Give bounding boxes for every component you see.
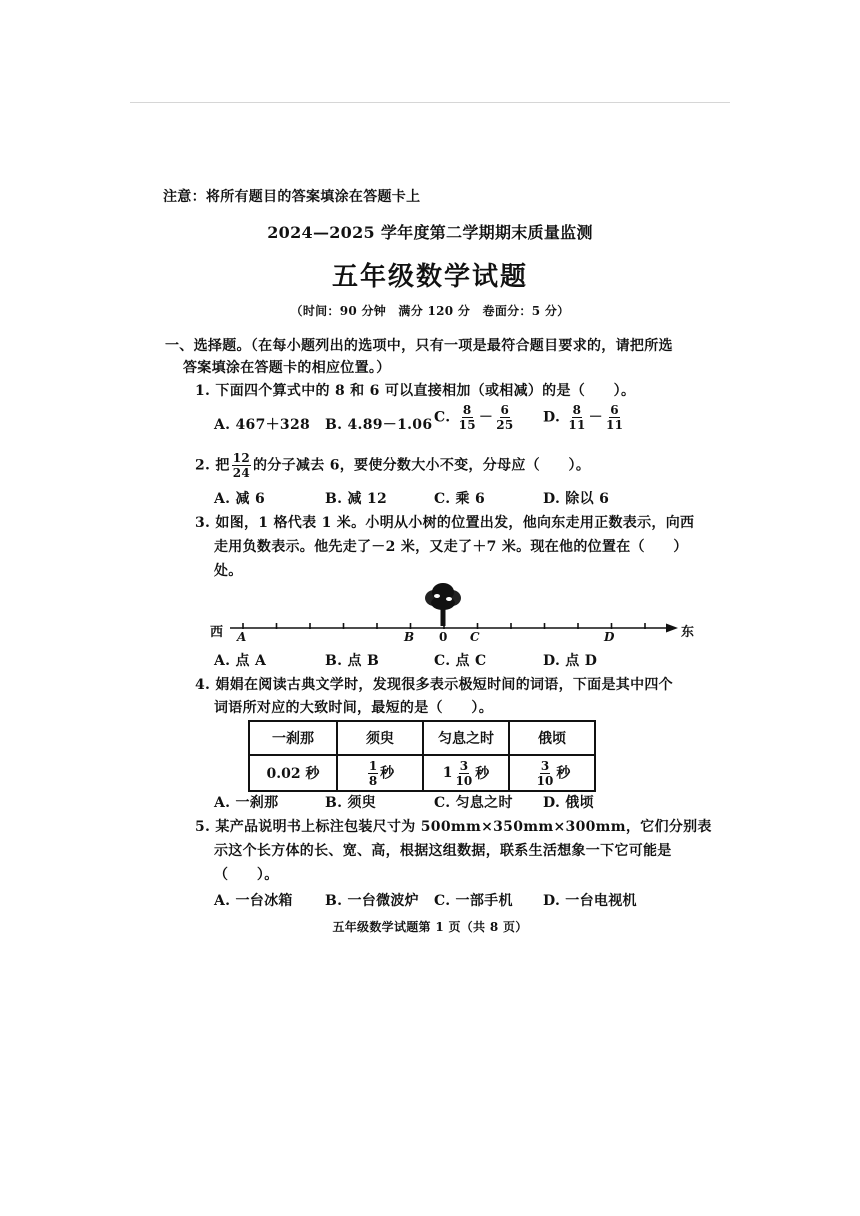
page-footer: 五年级数学试题第 1 页（共 8 页）: [332, 920, 528, 934]
q1-stem: 1. 下面四个算式中的 8 和 6 可以直接相加（或相减）的是（ ）。: [195, 383, 636, 399]
q1-option-d: D. $\frac{8}{11}$ － $\frac{6}{11}$: [543, 403, 624, 432]
q5-option-a: A. 一台冰箱: [214, 893, 293, 909]
q2-option-b: B. 减 12: [325, 491, 388, 507]
q1-option-c-label: C.: [434, 409, 451, 426]
q1-option-c: C. $\frac{8}{15}$ － $\frac{6}{25}$: [434, 403, 514, 432]
point-b-label: B: [404, 630, 415, 644]
east-arrow-icon: [666, 624, 678, 633]
q1-option-a: A. 467＋328: [214, 417, 311, 433]
q3-line3: 处。: [214, 563, 243, 579]
point-zero-label: 0: [439, 630, 448, 644]
q4-option-d: D. 俄顷: [543, 795, 594, 811]
q2-option-a: A. 减 6: [214, 491, 266, 507]
q3-option-d: D. 点 D: [543, 653, 598, 669]
point-a-label: A: [237, 630, 247, 644]
exam-meta: （时间：90 分钟 满分 120 分 卷面分：5 分）: [290, 304, 570, 318]
west-label: 西: [210, 625, 224, 640]
q1-c-fraction-1: $\frac{8}{15}$: [458, 403, 476, 432]
q5-line3: （ ）。: [214, 867, 279, 883]
q2-fraction: $\frac{12}{24}$: [232, 451, 251, 480]
table-cell: $\frac{3}{10}$ 秒: [509, 755, 595, 791]
q3-option-b: B. 点 B: [325, 653, 380, 669]
q4-line1: 4. 娟娟在阅读古典文学时，发现很多表示极短时间的词语，下面是其中四个: [195, 677, 673, 693]
time-words-table: [248, 720, 596, 792]
q1-option-d-label: D.: [543, 409, 561, 426]
q4-option-b: B. 须臾: [325, 795, 377, 811]
q5-option-c: C. 一部手机: [434, 893, 513, 909]
table-cell: 0.02 秒: [249, 755, 337, 791]
q4-option-a: A. 一刹那: [214, 795, 279, 811]
q1-d-fraction-2: $\frac{6}{11}$: [605, 403, 624, 432]
point-c-label: C: [470, 630, 480, 644]
q5-line1: 5. 某产品说明书上标注包装尺寸为 500mm×350mm×300mm，它们分别表: [195, 819, 712, 835]
q2-option-d: D. 除以 6: [543, 491, 610, 507]
q4-option-c: C. 匀息之时: [434, 795, 513, 811]
exam-subtitle: 2024—2025 学年度第二学期期末质量监测: [267, 223, 593, 242]
exam-title: 五年级数学试题: [331, 262, 528, 292]
q5-option-b: B. 一台微波炉: [325, 893, 419, 909]
table-cell: 1 $\frac{3}{10}$ 秒: [423, 755, 509, 791]
tree-icon: [425, 583, 461, 626]
point-d-label: D: [604, 630, 615, 644]
q1-option-b: B. 4.89－1.06: [325, 417, 433, 433]
q3-option-a: A. 点 A: [214, 653, 267, 669]
table-header-cell: 匀息之时: [423, 721, 509, 755]
table-cell: $\frac{1}{8}$ 秒: [337, 755, 423, 791]
q2-option-c: C. 乘 6: [434, 491, 486, 507]
notice-text: 注意：将所有题目的答案填涂在答题卡上: [163, 189, 421, 205]
q2-stem: 2. 把 $\frac{12}{24}$ 的分子减去 6，要使分数大小不变，分母应（ ）。: [195, 451, 591, 480]
table-header-cell: 须臾: [337, 721, 423, 755]
table-header-cell: 俄顷: [509, 721, 595, 755]
q3-line1: 3. 如图，1 格代表 1 米。小明从小树的位置出发，他向东走用正数表示，向西: [195, 515, 695, 531]
section-heading: 一、选择题。（在每小题列出的选项中，只有一项是最符合题目要求的，请把所选: [165, 338, 673, 354]
q3-line2: 走用负数表示。他先走了－2 米，又走了＋7 米。现在他的位置在（ ）: [214, 539, 688, 555]
q5-option-d: D. 一台电视机: [543, 893, 637, 909]
table-header-row: [249, 721, 595, 755]
q1-d-fraction-1: $\frac{8}{11}$: [568, 403, 586, 432]
q5-line2: 示这个长方体的长、宽、高，根据这组数据，联系生活想象一下它可能是: [214, 843, 672, 859]
section-heading-cont: 答案填涂在答题卡的相应位置。）: [183, 360, 391, 376]
east-label: 东: [681, 625, 695, 640]
q3-option-c: C. 点 C: [434, 653, 487, 669]
q4-line2: 词语所对应的大致时间，最短的是（ ）。: [214, 700, 493, 716]
table-header-cell: 一刹那: [249, 721, 337, 755]
table-row: [249, 755, 595, 791]
q1-c-fraction-2: $\frac{6}{25}$: [496, 403, 514, 432]
